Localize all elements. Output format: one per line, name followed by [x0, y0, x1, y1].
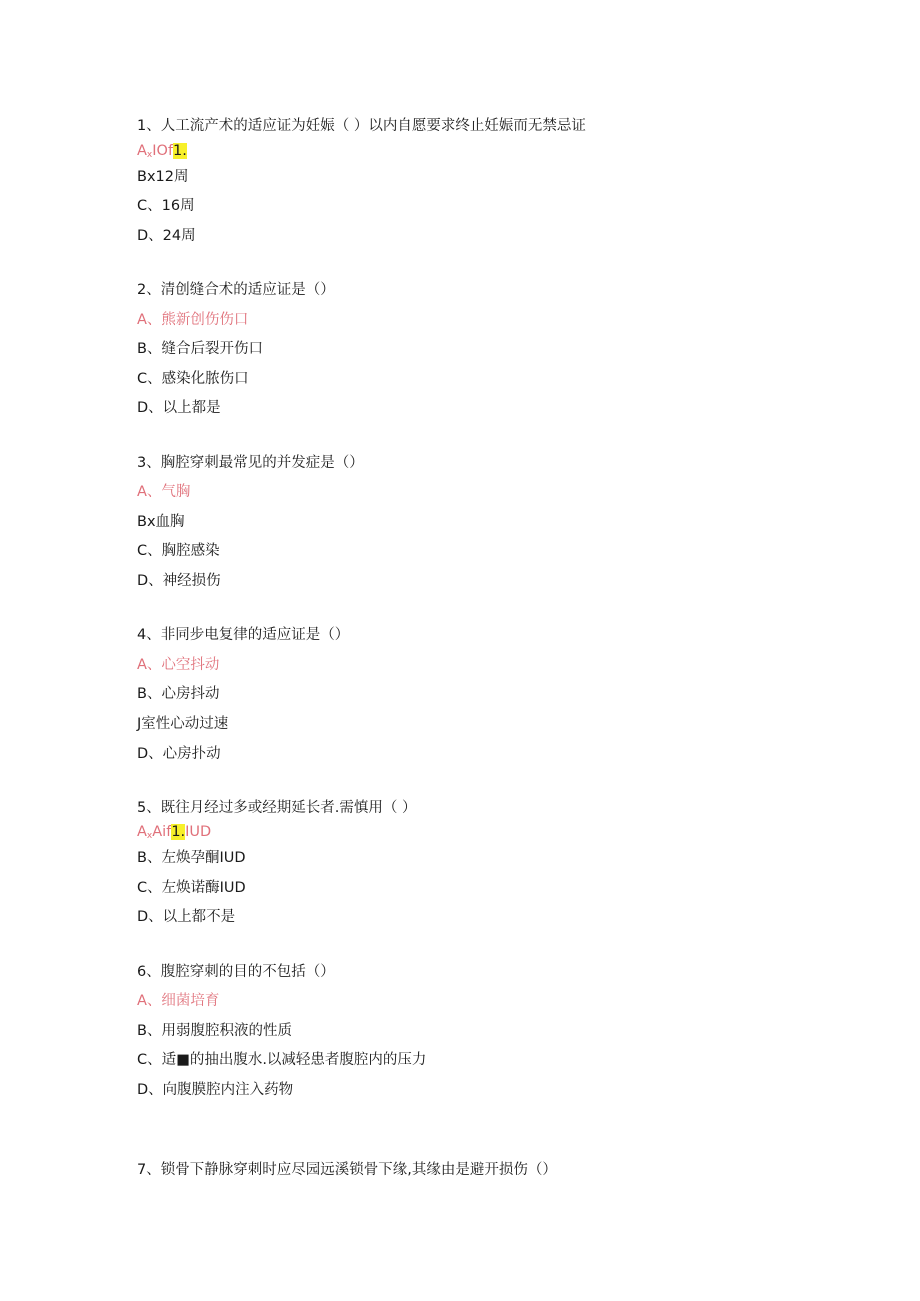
question-6-option-a: A、细菌培育	[137, 993, 220, 1009]
question-2-option-d: D、以上都是	[137, 400, 221, 416]
question-2-option-b: B、缝合后裂开伤口	[137, 341, 263, 357]
question-3-option-b: Bx血胸	[137, 514, 185, 530]
question-3-option-d: D、神经损伤	[137, 573, 221, 589]
question-6-stem: 6、腹腔穿刺的目的不包括（）	[137, 964, 335, 980]
question-5-option-c: C、左焕诺酶IUD	[137, 880, 246, 896]
question-3-stem: 3、胸腔穿刺最常见的并发症是（）	[137, 455, 364, 471]
highlight-mark: 1.	[171, 824, 186, 840]
question-2-option-c: C、感染化脓伤口	[137, 371, 249, 387]
question-4-stem: 4、非同步电复律的适应证是（）	[137, 627, 350, 643]
question-4-option-b: B、心房抖动	[137, 686, 220, 702]
option-a-prefix: A	[137, 824, 147, 840]
question-1-option-b: Bx12周	[137, 169, 189, 185]
question-1-stem: 1、人工流产术的适应证为妊娠（ ）以内自愿要求终止妊娠而无禁忌证	[137, 118, 586, 134]
option-a-subscript: x	[146, 831, 153, 841]
question-6-option-c: C、适■的抽出腹水.以减轻患者腹腔内的压力	[137, 1052, 427, 1068]
question-5-option-b: B、左焕孕酮IUD	[137, 850, 246, 866]
option-a-text: IOf	[152, 143, 174, 159]
question-5-option-a	[137, 822, 211, 846]
question-1-option-d: D、24周	[137, 228, 196, 244]
question-6-option-b: B、用弱腹腔积液的性质	[137, 1023, 292, 1039]
option-a-text: Aif	[152, 824, 172, 840]
question-1-option-a	[137, 141, 187, 165]
question-5-option-d: D、以上都不是	[137, 909, 236, 925]
option-a-prefix: A	[137, 143, 147, 159]
question-1-option-c: C、16周	[137, 198, 195, 214]
question-4-option-c: J室性心动过速	[137, 716, 229, 732]
option-a-subscript: x	[146, 150, 153, 160]
question-7-stem: 7、锁骨下静脉穿刺时应尽园远溪锁骨下缘,其缘由是避开损伤（）	[137, 1162, 557, 1178]
option-a-suffix: IUD	[185, 824, 212, 840]
question-6-option-d: D、向腹膜腔内注入药物	[137, 1082, 294, 1098]
question-3-option-c: C、胸腔感染	[137, 543, 220, 559]
question-3-option-a: A、气胸	[137, 484, 191, 500]
question-4-option-d: D、心房扑动	[137, 746, 221, 762]
question-5-stem: 5、既往月经过多或经期延长者.需慎用（ ）	[137, 800, 417, 816]
highlight-mark: 1.	[173, 143, 187, 159]
question-2-option-a: A、熊新创伤伤口	[137, 312, 249, 328]
question-4-option-a: A、心空抖动	[137, 657, 220, 673]
question-2-stem: 2、清创缝合术的适应证是（）	[137, 282, 335, 298]
